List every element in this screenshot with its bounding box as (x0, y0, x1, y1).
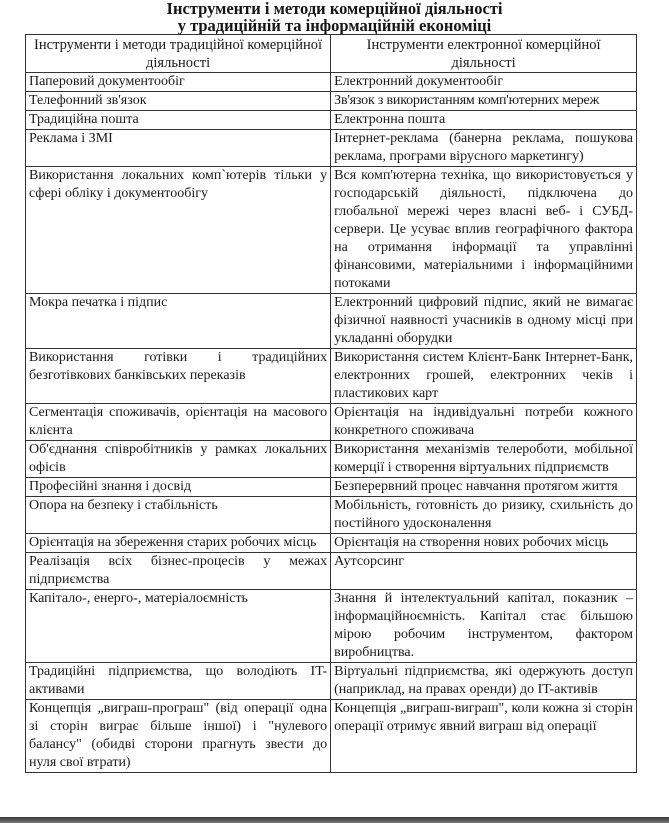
table-row (26, 700, 637, 773)
electronic-cell: Використання механізмів телероботи, мобільної комерції і створення віртуальних підприємств (331, 441, 637, 478)
table-row (26, 441, 637, 478)
electronic-cell: Концепція „виграш-виграш", коли кожна зі сторін операції отримує явний виграш від операції (331, 700, 637, 773)
electronic-cell: Інтернет-реклама (банерна реклама, пошукова реклама, програми вірусного маркетингу) (331, 130, 637, 167)
header-traditional: Інструменти і методи традиційної комерційної діяльності (26, 35, 331, 73)
traditional-cell: Опора на безпеку і стабільність (26, 497, 331, 534)
bottom-edge-bar (0, 817, 669, 823)
table-header-row (26, 35, 637, 73)
table-row (26, 294, 637, 349)
traditional-cell: Капітало-, енерго-, матеріалоємність (26, 590, 331, 663)
table-row (26, 73, 637, 92)
table-row (26, 111, 637, 130)
table-row (26, 349, 637, 404)
table-row (26, 130, 637, 167)
electronic-cell: Знання й інтелектуальний капітал, показник – інформаційноємність. Капітал стає більшою мірою робочим інструментом, фактором виробництва. (331, 590, 637, 663)
electronic-cell: Вся комп'ютерна техніка, що використовується у господарській діяльності, підключена до глобальної мережі через власні веб- і СУБД-сервери. Це усуває вплив географічного фактора на отримання інформації та управлінні фінансовими, матеріальними і інформаційними потоками (331, 167, 637, 294)
table-row (26, 478, 637, 497)
electronic-cell: Віртуальні підприємства, які одержують доступ (наприклад, на правах оренди) до IT-активів (331, 663, 637, 700)
traditional-cell: Сегментація споживачів, орієнтація на масового клієнта (26, 404, 331, 441)
traditional-cell: Паперовий документообіг (26, 73, 331, 92)
traditional-cell: Реалізація всіх бізнес-процесів у межах підприємства (26, 553, 331, 590)
traditional-cell: Телефонний зв'язок (26, 92, 331, 111)
title-line-2: у традиційній та інформаційній економіці (177, 16, 492, 35)
traditional-cell: Використання готівки і традиційних безготівкових банківських переказів (26, 349, 331, 404)
table-row (26, 404, 637, 441)
header-electronic: Інструменти електронної комерційної діяльності (331, 35, 637, 73)
traditional-cell: Об'єднання співробітників у рамках локальних офісів (26, 441, 331, 478)
electronic-cell: Аутсорсинг (331, 553, 637, 590)
table-row (26, 553, 637, 590)
electronic-cell: Зв'язок з використанням комп'ютерних мереж (331, 92, 637, 111)
title-line-1: Інструменти і методи комерційної діяльності (166, 0, 503, 18)
traditional-cell: Реклама і ЗМІ (26, 130, 331, 167)
electronic-cell: Використання систем Клієнт-Банк Інтернет-Банк, електронних грошей, електронних чеків і пластикових карт (331, 349, 637, 404)
electronic-cell: Електронний цифровий підпис, який не вимагає фізичної наявності учасників в одному місці при укладанні оборудки (331, 294, 637, 349)
table-row (26, 590, 637, 663)
electronic-cell: Електронний документообіг (331, 73, 637, 92)
electronic-cell: Орієнтація на створення нових робочих місць (331, 534, 637, 553)
traditional-cell: Традиційні підприємства, що володіють IT-активами (26, 663, 331, 700)
table-row (26, 534, 637, 553)
table-row (26, 167, 637, 294)
traditional-cell: Орієнтація на збереження старих робочих місць (26, 534, 331, 553)
electronic-cell: Мобільність, готовність до ризику, схильність до постійного удосконалення (331, 497, 637, 534)
table-row (26, 497, 637, 534)
traditional-cell: Використання локальних комп`ютерів тільки у сфері обліку і документообігу (26, 167, 331, 294)
table-row (26, 92, 637, 111)
traditional-cell: Мокра печатка і підпис (26, 294, 331, 349)
electronic-cell: Електронна пошта (331, 111, 637, 130)
document-title (0, 0, 669, 34)
electronic-cell: Безперервний процес навчання протягом життя (331, 478, 637, 497)
traditional-cell: Професійні знання і досвід (26, 478, 331, 497)
electronic-cell: Орієнтація на індивідуальні потреби кожного конкретного споживача (331, 404, 637, 441)
traditional-cell: Концепція „виграш-програш" (від операції одна зі сторін виграє більше іншої) і "нулевого балансу" (обидві сторони прагнуть звести до нуля свої втрати) (26, 700, 331, 773)
table-row (26, 663, 637, 700)
comparison-table (25, 34, 637, 773)
traditional-cell: Традиційна пошта (26, 111, 331, 130)
